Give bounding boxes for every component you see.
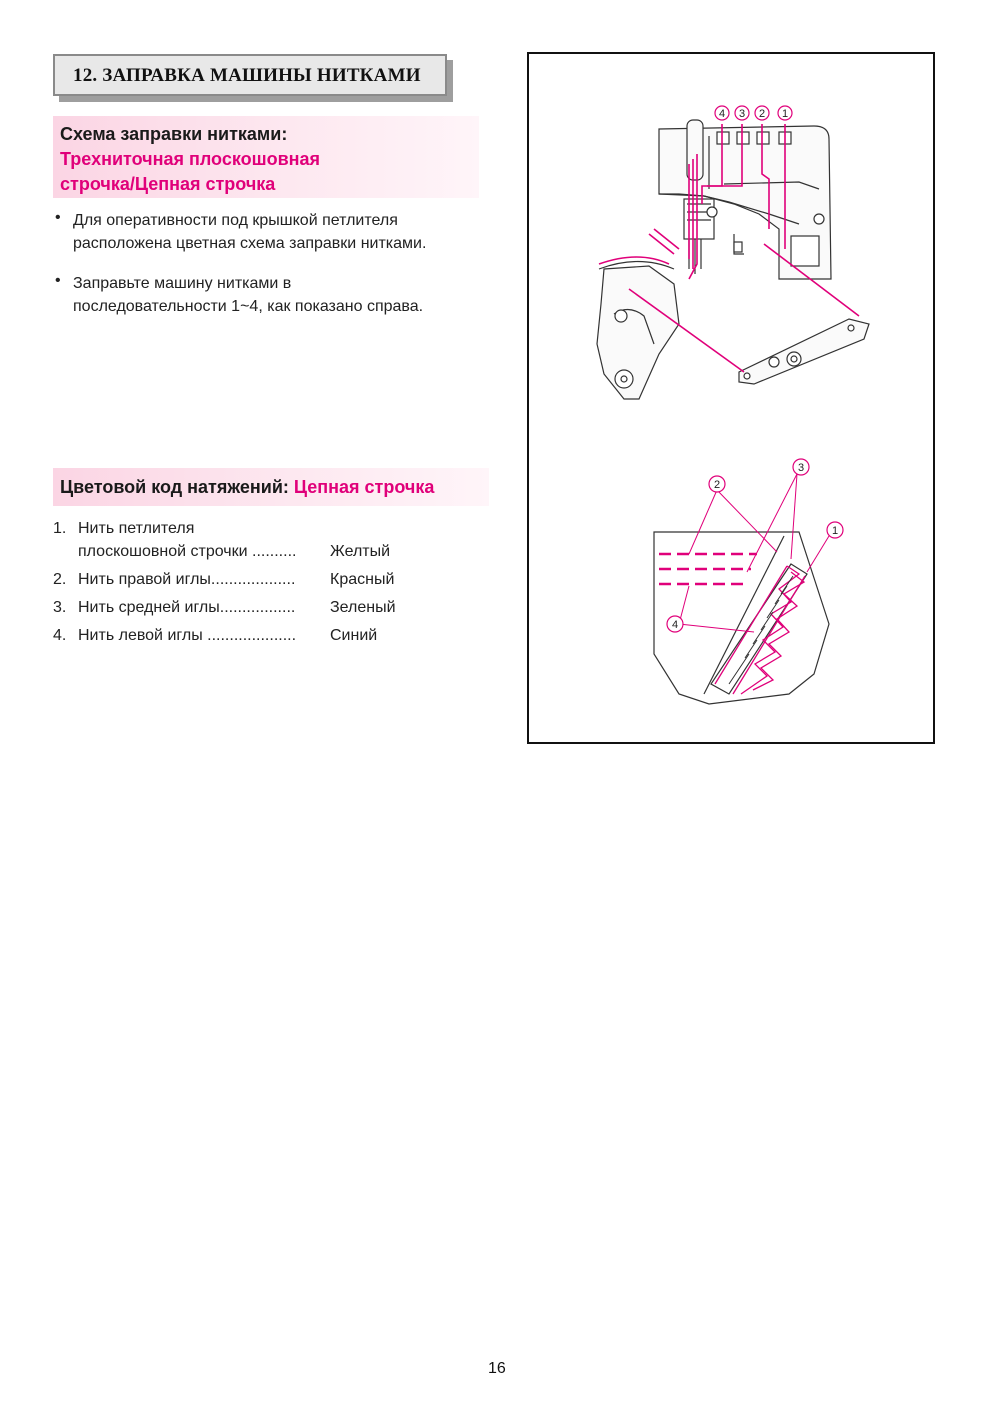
stitch-marker-4-label: 4	[671, 619, 679, 631]
list-item-number: 1.	[53, 520, 67, 537]
marker-4-label: 4	[718, 108, 726, 120]
marker-1-label: 1	[781, 108, 789, 120]
color-code-heading	[60, 475, 434, 500]
list-item-label: Нить средней иглы.................	[78, 599, 296, 616]
stitch-marker-1-label: 1	[831, 525, 839, 537]
list-item-number: 3.	[53, 599, 67, 616]
list-item	[0, 599, 480, 621]
threading-heading-line3: строчка/Цепная строчка	[60, 174, 276, 194]
list-item-color: Синий	[330, 627, 378, 644]
list-item	[0, 571, 480, 593]
list-item-label-line1: Нить петлителя	[78, 520, 195, 537]
threading-heading-line1: Схема заправки нитками:	[60, 124, 288, 144]
list-item-label: Нить левой иглы ....................	[78, 627, 297, 644]
top-markers	[715, 106, 792, 120]
section-title-box	[53, 54, 447, 96]
bullet-2-line2: последовательности 1~4, как показано справа.	[73, 298, 424, 315]
list-item	[0, 627, 480, 649]
list-item-color: Красный	[330, 571, 395, 588]
list-item-label: плоскошовной строчки ..........	[78, 543, 297, 560]
figure-frame	[527, 52, 935, 744]
threading-heading-line2: Трехниточная плоскошовная	[60, 149, 321, 169]
bullet-symbol: •	[55, 272, 61, 289]
bullet-symbol: •	[55, 209, 61, 226]
list-item-number: 2.	[53, 571, 67, 588]
stitch-marker-3-label: 3	[797, 462, 805, 474]
list-item-label: Нить правой иглы...................	[78, 571, 296, 588]
list-item	[0, 520, 480, 542]
marker-2-label: 2	[758, 108, 766, 120]
list-item-color: Желтый	[330, 543, 391, 560]
bullet-2-line1: Заправьте машину нитками в	[73, 275, 292, 292]
stitch-diagram	[654, 459, 843, 704]
color-code-heading-highlight: Цепная строчка	[293, 477, 435, 497]
list-item-continuation	[0, 543, 480, 565]
bullet-1-line1: Для оперативности под крышкой петлителя	[73, 212, 398, 229]
threading-diagram	[529, 54, 933, 742]
color-code-heading-prefix: Цветовой код натяжений:	[60, 477, 294, 497]
machine-illustration	[597, 120, 869, 399]
marker-3-label: 3	[738, 108, 746, 120]
section-title: 12. ЗАПРАВКА МАШИНЫ НИТКАМИ	[73, 65, 421, 86]
list-item-color: Зеленый	[330, 599, 396, 616]
list-item-number: 4.	[53, 627, 67, 644]
stitch-marker-2-label: 2	[713, 479, 721, 491]
bullet-1-line2: расположена цветная схема заправки нитками.	[73, 235, 427, 252]
page-number: 16	[488, 1360, 506, 1377]
